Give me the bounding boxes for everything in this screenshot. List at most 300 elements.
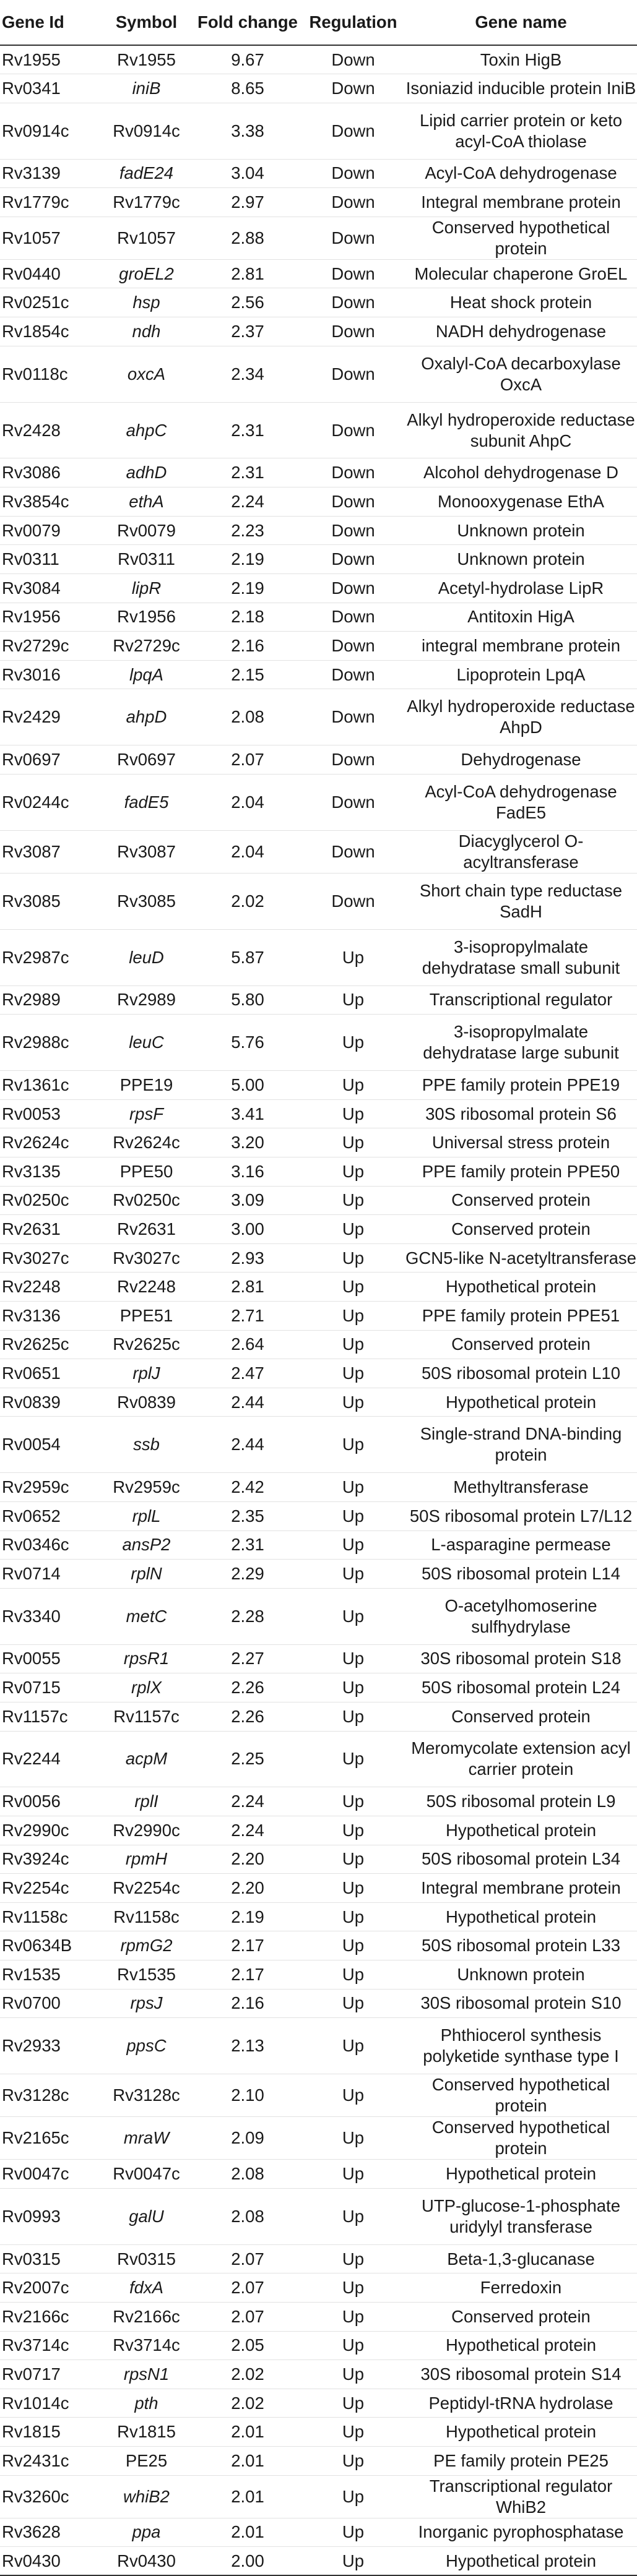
- fold-change-cell: 2.19: [194, 1902, 301, 1931]
- table-row: [0, 1845, 637, 1874]
- table-row: [0, 689, 637, 745]
- regulation-cell: Down: [301, 317, 405, 346]
- symbol-cell: Rv1535: [99, 1960, 194, 1990]
- gene-name-cell: Hypothetical protein: [405, 2547, 637, 2576]
- fold-change-cell: 2.01: [194, 2446, 301, 2475]
- gene-name-cell: PPE family protein PPE51: [405, 1301, 637, 1330]
- symbol-cell: Rv0697: [99, 745, 194, 775]
- table-row: [0, 2389, 637, 2418]
- regulation-cell: Up: [301, 2446, 405, 2475]
- regulation-cell: Up: [301, 2160, 405, 2189]
- symbol-cell: Rv1956: [99, 603, 194, 632]
- gene-id-cell: Rv3136: [0, 1301, 99, 1330]
- gene-name-cell: Alcohol dehydrogenase D: [405, 458, 637, 487]
- regulation-cell: Up: [301, 2117, 405, 2160]
- gene-id-cell: Rv3714c: [0, 2331, 99, 2360]
- regulation-cell: Up: [301, 2518, 405, 2547]
- symbol-cell: rpsF: [99, 1099, 194, 1128]
- gene-id-cell: Rv2631: [0, 1215, 99, 1244]
- table-row: [0, 1787, 637, 1816]
- gene-name-cell: O-acetylhomoserine sulfhydrylase: [405, 1588, 637, 1644]
- table-row: [0, 1417, 637, 1473]
- regulation-cell: Up: [301, 1330, 405, 1359]
- fold-change-cell: 2.44: [194, 1417, 301, 1473]
- fold-change-cell: 2.15: [194, 660, 301, 689]
- gene-id-cell: Rv3340: [0, 1588, 99, 1644]
- table-row: [0, 2302, 637, 2331]
- symbol-cell: metC: [99, 1588, 194, 1644]
- table-row: [0, 458, 637, 487]
- gene-id-cell: Rv2990c: [0, 1816, 99, 1845]
- gene-name-cell: Hypothetical protein: [405, 1388, 637, 1417]
- gene-name-cell: Conserved protein: [405, 1702, 637, 1731]
- regulation-cell: Up: [301, 2018, 405, 2074]
- gene-id-cell: Rv0244c: [0, 774, 99, 830]
- fold-change-cell: 5.80: [194, 985, 301, 1015]
- symbol-cell: Rv2959c: [99, 1473, 194, 1502]
- gene-id-cell: Rv3085: [0, 873, 99, 929]
- gene-name-cell: Transcriptional regulator WhiB2: [405, 2475, 637, 2518]
- symbol-cell: lipR: [99, 573, 194, 603]
- gene-name-cell: 3-isopropylmalate dehydratase large subunit: [405, 1015, 637, 1071]
- regulation-cell: Up: [301, 2331, 405, 2360]
- gene-name-cell: PPE family protein PPE50: [405, 1157, 637, 1186]
- table-row: [0, 402, 637, 458]
- gene-id-cell: Rv2428: [0, 402, 99, 458]
- gene-id-cell: Rv1779c: [0, 188, 99, 217]
- table-row: [0, 929, 637, 985]
- table-row: [0, 1531, 637, 1560]
- regulation-cell: Down: [301, 573, 405, 603]
- gene-id-cell: Rv0430: [0, 2547, 99, 2576]
- gene-name-cell: Lipoprotein LpqA: [405, 660, 637, 689]
- symbol-cell: Rv3128c: [99, 2074, 194, 2117]
- gene-id-cell: Rv2933: [0, 2018, 99, 2074]
- gene-id-cell: Rv2625c: [0, 1330, 99, 1359]
- regulation-cell: Down: [301, 487, 405, 517]
- table-body: [0, 45, 637, 2575]
- table-row: [0, 1099, 637, 1128]
- gene-name-cell: Unknown protein: [405, 545, 637, 574]
- fold-change-cell: 2.08: [194, 2188, 301, 2244]
- symbol-cell: PPE50: [99, 1157, 194, 1186]
- gene-name-cell: Hypothetical protein: [405, 2160, 637, 2189]
- table-row: [0, 1273, 637, 1302]
- gene-name-cell: Conserved protein: [405, 1215, 637, 1244]
- symbol-cell: Rv1057: [99, 217, 194, 259]
- symbol-cell: PPE19: [99, 1071, 194, 1100]
- table-row: [0, 632, 637, 661]
- gene-id-cell: Rv3139: [0, 159, 99, 188]
- regulation-cell: Up: [301, 2418, 405, 2447]
- symbol-cell: Rv3087: [99, 830, 194, 873]
- fold-change-cell: 2.25: [194, 1731, 301, 1787]
- gene-id-cell: Rv0315: [0, 2244, 99, 2273]
- gene-name-cell: Lipid carrier protein or keto acyl-CoA thiolase: [405, 103, 637, 159]
- fold-change-cell: 2.97: [194, 188, 301, 217]
- fold-change-cell: 3.09: [194, 1186, 301, 1215]
- symbol-cell: Rv0839: [99, 1388, 194, 1417]
- regulation-cell: Up: [301, 1128, 405, 1157]
- regulation-cell: Up: [301, 1787, 405, 1816]
- gene-id-cell: Rv0717: [0, 2360, 99, 2389]
- regulation-cell: Up: [301, 1359, 405, 1388]
- gene-id-cell: Rv0700: [0, 1989, 99, 2018]
- table-row: [0, 2160, 637, 2189]
- regulation-cell: Down: [301, 74, 405, 103]
- symbol-cell: rplI: [99, 1787, 194, 1816]
- fold-change-cell: 2.02: [194, 2389, 301, 2418]
- gene-name-cell: Alkyl hydroperoxide reductase subunit AhpC: [405, 402, 637, 458]
- gene-id-cell: Rv3260c: [0, 2475, 99, 2518]
- gene-name-cell: Monooxygenase EthA: [405, 487, 637, 517]
- regulation-cell: Up: [301, 929, 405, 985]
- symbol-cell: Rv0079: [99, 516, 194, 545]
- table-row: [0, 1960, 637, 1990]
- fold-change-cell: 9.67: [194, 45, 301, 74]
- regulation-cell: Up: [301, 2547, 405, 2576]
- fold-change-cell: 2.10: [194, 2074, 301, 2117]
- gene-name-cell: 50S ribosomal protein L14: [405, 1560, 637, 1589]
- table-row: [0, 259, 637, 288]
- fold-change-cell: 2.31: [194, 1531, 301, 1560]
- regulation-cell: Down: [301, 774, 405, 830]
- fold-change-cell: 2.13: [194, 2018, 301, 2074]
- fold-change-cell: 2.02: [194, 873, 301, 929]
- regulation-cell: Down: [301, 689, 405, 745]
- symbol-cell: rplJ: [99, 1359, 194, 1388]
- fold-change-cell: 2.23: [194, 516, 301, 545]
- symbol-cell: ansP2: [99, 1531, 194, 1560]
- symbol-cell: rpsN1: [99, 2360, 194, 2389]
- table-row: [0, 487, 637, 517]
- regulation-cell: Down: [301, 402, 405, 458]
- gene-name-cell: Unknown protein: [405, 516, 637, 545]
- gene-name-cell: Hypothetical protein: [405, 1816, 637, 1845]
- fold-change-cell: 2.47: [194, 1359, 301, 1388]
- table-row: [0, 1359, 637, 1388]
- fold-change-cell: 2.18: [194, 603, 301, 632]
- gene-name-cell: Methyltransferase: [405, 1473, 637, 1502]
- regulation-cell: Down: [301, 745, 405, 775]
- table-row: [0, 873, 637, 929]
- gene-id-cell: Rv3135: [0, 1157, 99, 1186]
- fold-change-cell: 2.71: [194, 1301, 301, 1330]
- regulation-cell: Down: [301, 188, 405, 217]
- regulation-cell: Up: [301, 1874, 405, 1903]
- symbol-cell: Rv2729c: [99, 632, 194, 661]
- fold-change-cell: 2.35: [194, 1501, 301, 1531]
- gene-id-cell: Rv0311: [0, 545, 99, 574]
- regulation-cell: Down: [301, 632, 405, 661]
- gene-id-cell: Rv1815: [0, 2418, 99, 2447]
- gene-id-cell: Rv1361c: [0, 1071, 99, 1100]
- gene-id-cell: Rv0079: [0, 516, 99, 545]
- table-row: [0, 985, 637, 1015]
- regulation-cell: Up: [301, 1560, 405, 1589]
- gene-id-cell: Rv2429: [0, 689, 99, 745]
- gene-name-cell: Conserved protein: [405, 2302, 637, 2331]
- gene-name-cell: Antitoxin HigA: [405, 603, 637, 632]
- gene-id-cell: Rv3128c: [0, 2074, 99, 2117]
- gene-name-cell: Diacyglycerol O-acyltransferase: [405, 830, 637, 873]
- symbol-cell: Rv0047c: [99, 2160, 194, 2189]
- gene-id-cell: Rv3086: [0, 458, 99, 487]
- regulation-cell: Down: [301, 346, 405, 402]
- fold-change-cell: 2.64: [194, 1330, 301, 1359]
- table-row: [0, 188, 637, 217]
- symbol-cell: rpsR1: [99, 1644, 194, 1673]
- table-row: [0, 660, 637, 689]
- table-row: [0, 2547, 637, 2576]
- fold-change-cell: 2.17: [194, 1960, 301, 1990]
- gene-name-cell: Unknown protein: [405, 1960, 637, 1990]
- gene-name-cell: PPE family protein PPE19: [405, 1071, 637, 1100]
- fold-change-cell: 2.04: [194, 830, 301, 873]
- regulation-cell: Up: [301, 2360, 405, 2389]
- table-row: [0, 603, 637, 632]
- gene-name-cell: Phthiocerol synthesis polyketide synthase type I: [405, 2018, 637, 2074]
- regulation-cell: Up: [301, 2389, 405, 2418]
- table-row: [0, 2074, 637, 2117]
- gene-name-cell: 30S ribosomal protein S6: [405, 1099, 637, 1128]
- gene-name-cell: UTP-glucose-1-phosphate uridylyl transferase: [405, 2188, 637, 2244]
- table-row: [0, 1015, 637, 1071]
- gene-name-cell: Hypothetical protein: [405, 1902, 637, 1931]
- table-row: [0, 573, 637, 603]
- fold-change-cell: 2.07: [194, 745, 301, 775]
- fold-change-cell: 2.24: [194, 1787, 301, 1816]
- gene-id-cell: Rv0118c: [0, 346, 99, 402]
- gene-id-cell: Rv3027c: [0, 1243, 99, 1273]
- gene-id-cell: Rv0914c: [0, 103, 99, 159]
- gene-id-cell: Rv2166c: [0, 2302, 99, 2331]
- table-row: [0, 288, 637, 317]
- gene-id-cell: Rv0839: [0, 1388, 99, 1417]
- gene-name-cell: Conserved hypothetical protein: [405, 2074, 637, 2117]
- gene-name-cell: Conserved protein: [405, 1186, 637, 1215]
- gene-name-cell: 30S ribosomal protein S14: [405, 2360, 637, 2389]
- regulation-cell: Up: [301, 1417, 405, 1473]
- gene-id-cell: Rv2989: [0, 985, 99, 1015]
- symbol-cell: rpsJ: [99, 1989, 194, 2018]
- fold-change-cell: 3.20: [194, 1128, 301, 1157]
- symbol-cell: rpmH: [99, 1845, 194, 1874]
- gene-id-cell: Rv3854c: [0, 487, 99, 517]
- gene-id-cell: Rv0346c: [0, 1531, 99, 1560]
- gene-id-cell: Rv2729c: [0, 632, 99, 661]
- regulation-cell: Down: [301, 545, 405, 574]
- regulation-cell: Down: [301, 603, 405, 632]
- gene-id-cell: Rv0714: [0, 1560, 99, 1589]
- header-symbol: Symbol: [99, 0, 194, 45]
- symbol-cell: Rv2625c: [99, 1330, 194, 1359]
- fold-change-cell: 2.08: [194, 2160, 301, 2189]
- regulation-cell: Up: [301, 2475, 405, 2518]
- symbol-cell: Rv2989: [99, 985, 194, 1015]
- table-row: [0, 1473, 637, 1502]
- table-row: [0, 1215, 637, 1244]
- fold-change-cell: 2.81: [194, 259, 301, 288]
- gene-id-cell: Rv1854c: [0, 317, 99, 346]
- table-row: [0, 1874, 637, 1903]
- gene-id-cell: Rv0715: [0, 1673, 99, 1702]
- gene-name-cell: 50S ribosomal protein L33: [405, 1931, 637, 1960]
- gene-id-cell: Rv0251c: [0, 288, 99, 317]
- regulation-cell: Up: [301, 1501, 405, 1531]
- gene-name-cell: Dehydrogenase: [405, 745, 637, 775]
- gene-name-cell: Peptidyl-tRNA hydrolase: [405, 2389, 637, 2418]
- gene-name-cell: Toxin HigB: [405, 45, 637, 74]
- symbol-cell: Rv3714c: [99, 2331, 194, 2360]
- regulation-cell: Up: [301, 1960, 405, 1990]
- gene-id-cell: Rv3016: [0, 660, 99, 689]
- header-gene-id: Gene Id: [0, 0, 99, 45]
- gene-name-cell: Heat shock protein: [405, 288, 637, 317]
- gene-name-cell: Oxalyl-CoA decarboxylase OxcA: [405, 346, 637, 402]
- gene-name-cell: Single-strand DNA-binding protein: [405, 1417, 637, 1473]
- regulation-cell: Down: [301, 217, 405, 259]
- table-row: [0, 2418, 637, 2447]
- symbol-cell: ppa: [99, 2518, 194, 2547]
- symbol-cell: lpqA: [99, 660, 194, 689]
- gene-name-cell: 50S ribosomal protein L10: [405, 1359, 637, 1388]
- gene-name-cell: Integral membrane protein: [405, 1874, 637, 1903]
- gene-name-cell: Conserved protein: [405, 1330, 637, 1359]
- table-row: [0, 1501, 637, 1531]
- fold-change-cell: 8.65: [194, 74, 301, 103]
- gene-name-cell: Acyl-CoA dehydrogenase: [405, 159, 637, 188]
- table-row: [0, 1157, 637, 1186]
- table-row: [0, 774, 637, 830]
- gene-name-cell: Conserved hypothetical protein: [405, 2117, 637, 2160]
- fold-change-cell: 2.16: [194, 632, 301, 661]
- table-row: [0, 1731, 637, 1787]
- table-row: [0, 1071, 637, 1100]
- fold-change-cell: 2.24: [194, 487, 301, 517]
- symbol-cell: ssb: [99, 1417, 194, 1473]
- fold-change-cell: 2.42: [194, 1473, 301, 1502]
- gene-name-cell: PE family protein PE25: [405, 2446, 637, 2475]
- regulation-cell: Up: [301, 2302, 405, 2331]
- symbol-cell: pth: [99, 2389, 194, 2418]
- symbol-cell: ahpD: [99, 689, 194, 745]
- gene-id-cell: Rv0697: [0, 745, 99, 775]
- table-row: [0, 1644, 637, 1673]
- table-row: [0, 317, 637, 346]
- gene-id-cell: Rv1158c: [0, 1902, 99, 1931]
- table-row: [0, 1388, 637, 1417]
- table-row: [0, 1588, 637, 1644]
- symbol-cell: oxcA: [99, 346, 194, 402]
- gene-id-cell: Rv2624c: [0, 1128, 99, 1157]
- gene-id-cell: Rv0651: [0, 1359, 99, 1388]
- gene-name-cell: Conserved hypothetical protein: [405, 217, 637, 259]
- gene-name-cell: Molecular chaperone GroEL: [405, 259, 637, 288]
- regulation-cell: Up: [301, 1301, 405, 1330]
- table-row: [0, 2188, 637, 2244]
- table-row: [0, 1673, 637, 1702]
- symbol-cell: fadE5: [99, 774, 194, 830]
- table-row: [0, 1186, 637, 1215]
- symbol-cell: ndh: [99, 317, 194, 346]
- table-row: [0, 1330, 637, 1359]
- fold-change-cell: 2.07: [194, 2273, 301, 2303]
- fold-change-cell: 2.27: [194, 1644, 301, 1673]
- table-row: [0, 2117, 637, 2160]
- symbol-cell: Rv3085: [99, 873, 194, 929]
- fold-change-cell: 2.16: [194, 1989, 301, 2018]
- gene-id-cell: Rv2007c: [0, 2273, 99, 2303]
- gene-name-cell: 50S ribosomal protein L9: [405, 1787, 637, 1816]
- gene-id-cell: Rv2244: [0, 1731, 99, 1787]
- gene-id-cell: Rv2431c: [0, 2446, 99, 2475]
- symbol-cell: Rv2631: [99, 1215, 194, 1244]
- regulation-cell: Down: [301, 45, 405, 74]
- gene-name-cell: Integral membrane protein: [405, 188, 637, 217]
- gene-id-cell: Rv1955: [0, 45, 99, 74]
- symbol-cell: Rv0311: [99, 545, 194, 574]
- gene-name-cell: Universal stress protein: [405, 1128, 637, 1157]
- symbol-cell: fadE24: [99, 159, 194, 188]
- gene-id-cell: Rv2248: [0, 1273, 99, 1302]
- header-row: [0, 0, 637, 45]
- symbol-cell: mraW: [99, 2117, 194, 2160]
- fold-change-cell: 2.34: [194, 346, 301, 402]
- regulation-cell: Down: [301, 873, 405, 929]
- regulation-cell: Up: [301, 1157, 405, 1186]
- fold-change-cell: 2.28: [194, 1588, 301, 1644]
- fold-change-cell: 2.26: [194, 1702, 301, 1731]
- fold-change-cell: 2.07: [194, 2302, 301, 2331]
- gene-id-cell: Rv1535: [0, 1960, 99, 1990]
- regulation-cell: Up: [301, 1931, 405, 1960]
- regulation-cell: Down: [301, 159, 405, 188]
- header-regulation: Regulation: [301, 0, 405, 45]
- gene-name-cell: Acyl-CoA dehydrogenase FadE5: [405, 774, 637, 830]
- regulation-cell: Up: [301, 1531, 405, 1560]
- fold-change-cell: 2.31: [194, 402, 301, 458]
- symbol-cell: Rv0315: [99, 2244, 194, 2273]
- table-row: [0, 1243, 637, 1273]
- fold-change-cell: 2.05: [194, 2331, 301, 2360]
- gene-id-cell: Rv3084: [0, 573, 99, 603]
- table-row: [0, 217, 637, 259]
- fold-change-cell: 2.81: [194, 1273, 301, 1302]
- regulation-cell: Up: [301, 985, 405, 1015]
- gene-name-cell: Short chain type reductase SadH: [405, 873, 637, 929]
- symbol-cell: PE25: [99, 2446, 194, 2475]
- fold-change-cell: 3.04: [194, 159, 301, 188]
- regulation-cell: Up: [301, 1473, 405, 1502]
- symbol-cell: rplX: [99, 1673, 194, 1702]
- symbol-cell: Rv1158c: [99, 1902, 194, 1931]
- gene-id-cell: Rv2987c: [0, 929, 99, 985]
- fold-change-cell: 2.26: [194, 1673, 301, 1702]
- symbol-cell: rpmG2: [99, 1931, 194, 1960]
- table-row: [0, 103, 637, 159]
- fold-change-cell: 2.31: [194, 458, 301, 487]
- fold-change-cell: 3.41: [194, 1099, 301, 1128]
- table-row: [0, 2244, 637, 2273]
- table-row: [0, 74, 637, 103]
- symbol-cell: hsp: [99, 288, 194, 317]
- symbol-cell: adhD: [99, 458, 194, 487]
- fold-change-cell: 2.44: [194, 1388, 301, 1417]
- table-row: [0, 545, 637, 574]
- fold-change-cell: 2.93: [194, 1243, 301, 1273]
- gene-id-cell: Rv0634B: [0, 1931, 99, 1960]
